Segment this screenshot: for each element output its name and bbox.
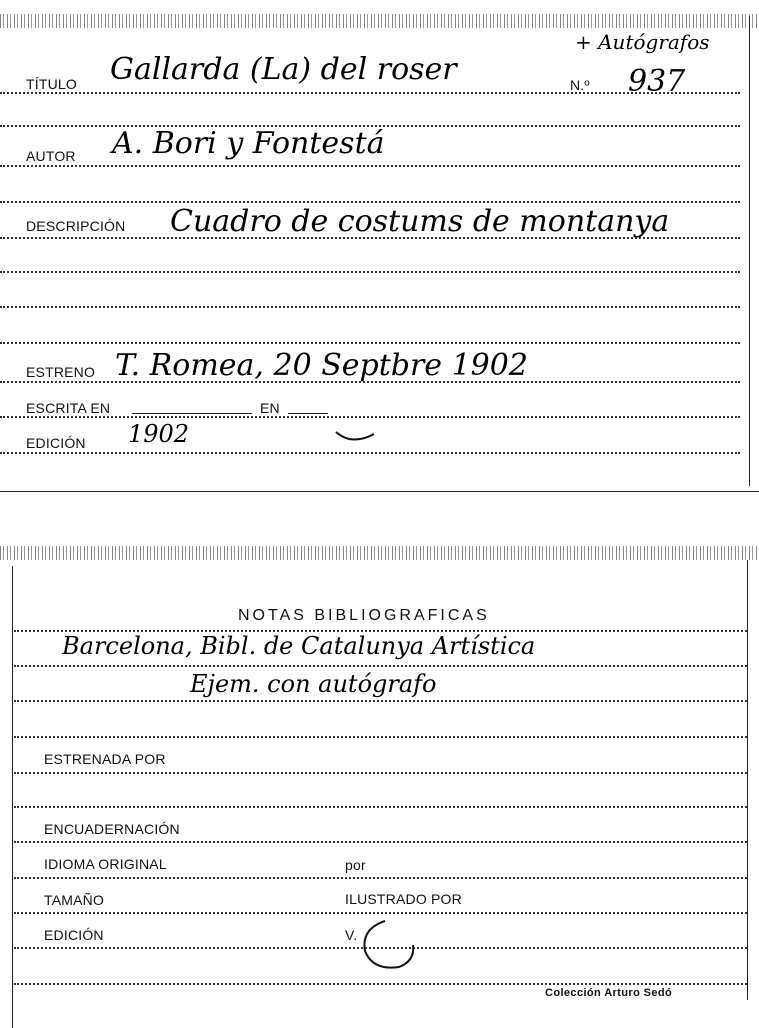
card-edge-texture — [0, 546, 759, 560]
ruled-line — [0, 306, 740, 308]
label-edicion: EDICIÓN — [26, 435, 86, 451]
ruled-line — [14, 772, 747, 774]
ruled-line — [14, 700, 747, 702]
label-idioma-original: IDIOMA ORIGINAL — [44, 856, 167, 872]
catalog-card-top — [0, 0, 759, 492]
card-bottom-edge — [0, 491, 759, 492]
ruled-line — [0, 271, 740, 273]
handwritten-titulo: Gallarda (La) del roser — [110, 52, 457, 87]
ruled-line — [0, 201, 740, 203]
label-por: por — [345, 857, 366, 873]
stamp-mark — [355, 915, 425, 975]
notas-title: NOTAS BIBLIOGRAFICAS — [238, 607, 490, 624]
label-estrenada-por: ESTRENADA POR — [44, 751, 166, 767]
handwritten-autor: A. Bori y Fontestá — [112, 126, 385, 161]
handwritten-notes-line1: Barcelona, Bibl. de Catalunya Artística — [62, 632, 536, 660]
card-right-border — [747, 560, 748, 1000]
ruled-line — [0, 452, 740, 454]
label-escrita-en: ESCRITA EN — [26, 400, 111, 416]
ruled-line — [14, 877, 747, 879]
stamp-mark — [330, 410, 380, 446]
label-autor: AUTOR — [26, 148, 76, 164]
ruled-line — [14, 983, 747, 985]
underline — [132, 413, 252, 414]
handwritten-note: + Autógrafos — [575, 30, 710, 54]
card-edge-texture — [0, 14, 759, 28]
ruled-line — [14, 806, 747, 808]
label-tamano: TAMAÑO — [44, 892, 105, 908]
label-en: EN — [260, 400, 280, 416]
card-left-border — [12, 566, 13, 1028]
ruled-line — [0, 165, 740, 167]
card-right-border — [749, 16, 750, 486]
footer-collection: Colección Arturo Sedó — [545, 987, 673, 999]
label-v: V. — [345, 927, 358, 943]
label-descripcion: DESCRIPCIÓN — [26, 218, 126, 234]
ruled-line — [0, 342, 740, 344]
ruled-line — [14, 665, 747, 667]
handwritten-estreno: T. Romea, 20 Septbre 1902 — [115, 348, 528, 383]
label-ilustrado-por: ILUSTRADO POR — [345, 891, 462, 907]
handwritten-notes-line2: Ejem. con autógrafo — [190, 670, 437, 698]
label-titulo: TÍTULO — [26, 76, 77, 92]
ruled-line — [14, 841, 747, 843]
label-encuadernacion: ENCUADERNACIÓN — [44, 821, 180, 837]
handwritten-descripcion: Cuadro de costums de montanya — [170, 204, 670, 239]
ruled-line — [14, 912, 747, 914]
ruled-line — [14, 736, 747, 738]
handwritten-edicion: 1902 — [128, 420, 190, 448]
underline — [288, 413, 328, 414]
label-edicion-bottom: EDICIÓN — [44, 927, 104, 943]
label-estreno: ESTRENO — [26, 364, 96, 380]
handwritten-numero: 937 — [628, 64, 686, 99]
label-numero: N.º — [570, 77, 590, 93]
